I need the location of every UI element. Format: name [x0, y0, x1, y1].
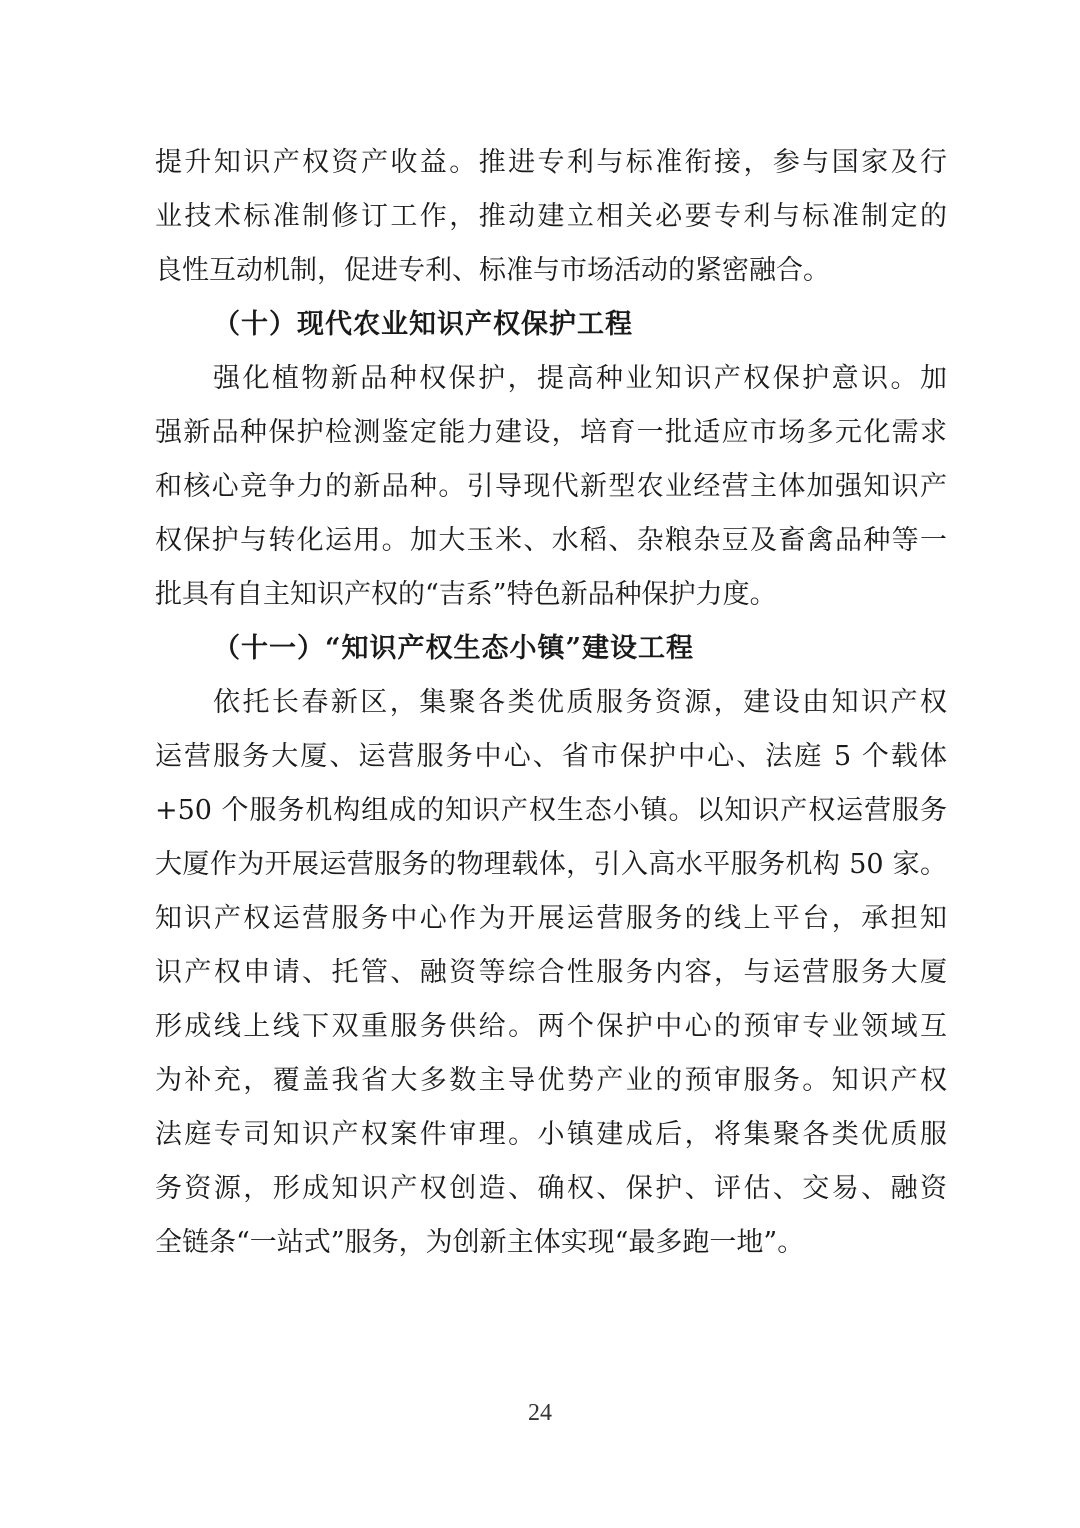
text-line: 权保护与转化运用。加大玉米、水稻、杂粮杂豆及畜禽品种等一 — [155, 525, 947, 556]
text-line: 全链条“一站式”服务，为创新主体实现“最多跑一地”。 — [155, 1227, 805, 1258]
text-line: 知识产权运营服务中心作为开展运营服务的线上平台，承担知 — [155, 903, 947, 934]
text-line: 强化植物新品种权保护，提高种业知识产权保护意识。加 — [213, 363, 947, 394]
text-line: 运营服务大厦、运营服务中心、省市保护中心、法庭 5 个载体 — [155, 741, 947, 772]
text-line: 识产权申请、托管、融资等综合性服务内容，与运营服务大厦 — [155, 957, 947, 988]
text-line: +50 个服务机构组成的知识产权生态小镇。以知识产权运营服务 — [155, 795, 947, 826]
text-line: 法庭专司知识产权案件审理。小镇建成后，将集聚各类优质服 — [155, 1119, 947, 1150]
page-number: 24 — [528, 1400, 552, 1426]
section-heading: （十一）“知识产权生态小镇”建设工程 — [213, 633, 695, 664]
text-line: 依托长春新区，集聚各类优质服务资源，建设由知识产权 — [213, 687, 947, 718]
text-line: 务资源，形成知识产权创造、确权、保护、评估、交易、融资 — [155, 1173, 947, 1204]
text-line: 良性互动机制，促进专利、标准与市场活动的紧密融合。 — [155, 255, 830, 286]
section-heading: （十）现代农业知识产权保护工程 — [213, 309, 633, 340]
text-line: 大厦作为开展运营服务的物理载体，引入高水平服务机构 50 家。 — [155, 849, 947, 880]
text-line: 业技术标准制修订工作，推动建立相关必要专利与标准制定的 — [155, 201, 947, 232]
text-line: 形成线上线下双重服务供给。两个保护中心的预审专业领域互 — [155, 1011, 947, 1042]
text-line: 提升知识产权资产收益。推进专利与标准衔接，参与国家及行 — [155, 147, 947, 178]
text-line: 强新品种保护检测鉴定能力建设，培育一批适应市场多元化需求 — [155, 417, 947, 448]
text-line: 为补充，覆盖我省大多数主导优势产业的预审服务。知识产权 — [155, 1065, 947, 1096]
text-line: 批具有自主知识产权的“吉系”特色新品种保护力度。 — [155, 579, 777, 610]
body-text — [155, 136, 947, 1270]
text-line: 和核心竞争力的新品种。引导现代新型农业经营主体加强知识产 — [155, 471, 947, 502]
